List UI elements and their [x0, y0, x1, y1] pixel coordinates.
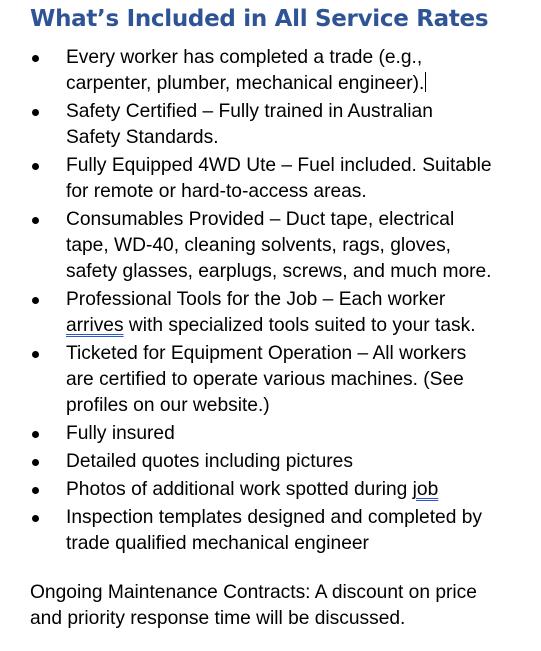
- bullet-icon: [32, 163, 39, 170]
- list-item[interactable]: [0, 421, 541, 447]
- list-item-line: Ticketed for Equipment Operation – All workers: [66, 343, 467, 364]
- grammar-flagged-word[interactable]: arrives: [66, 315, 124, 336]
- section-heading: What’s Included in All Service Rates: [30, 6, 489, 32]
- list-item-line: Consumables Provided – Duct tape, electrical: [66, 209, 455, 230]
- list-item-line: Safety Standards.: [66, 127, 219, 148]
- bullet-icon: [32, 109, 39, 116]
- bullet-icon: [32, 351, 39, 358]
- list-item-line: for remote or hard-to-access areas.: [66, 181, 367, 202]
- list-item-line: safety glasses, earplugs, screws, and much more.: [66, 261, 492, 282]
- list-item[interactable]: [0, 45, 541, 97]
- text-cursor: [425, 72, 426, 92]
- list-item[interactable]: [0, 449, 541, 475]
- list-item-line: Detailed quotes including pictures: [66, 451, 353, 472]
- bullet-icon: [32, 431, 39, 438]
- list-item[interactable]: [0, 341, 541, 419]
- list-item-line: trade qualified mechanical engineer: [66, 533, 369, 554]
- list-item[interactable]: [0, 287, 541, 339]
- paragraph-line: and priority response time will be discussed.: [30, 608, 406, 629]
- bullet-icon: [32, 459, 39, 466]
- list-item-text: carpenter, plumber, mechanical engineer).: [66, 73, 425, 94]
- list-item-line: Safety Certified – Fully trained in Australian: [66, 101, 433, 122]
- bullet-icon: [32, 487, 39, 494]
- list-item-line: Fully Equipped 4WD Ute – Fuel included. Suitable: [66, 155, 492, 176]
- list-item[interactable]: [0, 153, 541, 205]
- list-item-line: Inspection templates designed and completed by: [66, 507, 482, 528]
- bullet-icon: [32, 297, 39, 304]
- list-item-text: with specialized tools suited to your task.: [123, 315, 476, 336]
- maintenance-paragraph[interactable]: [30, 580, 477, 632]
- list-item-line: are certified to operate various machines. (See: [66, 369, 464, 390]
- list-item[interactable]: [0, 207, 541, 285]
- list-item[interactable]: [0, 477, 541, 503]
- list-item-line: profiles on our website.): [66, 395, 270, 416]
- list-item-line: Professional Tools for the Job – Each worker: [66, 289, 446, 310]
- list-item-line: [66, 477, 521, 503]
- list-item-line: Fully insured: [66, 423, 175, 444]
- list-item-line: [66, 71, 521, 97]
- list-item-line: [66, 313, 521, 339]
- included-list: [0, 45, 541, 559]
- list-item-line: tape, WD-40, cleaning solvents, rags, gloves,: [66, 235, 452, 256]
- bullet-icon: [32, 55, 39, 62]
- bullet-icon: [32, 515, 39, 522]
- list-item-text: Photos of additional work spotted during: [66, 479, 413, 500]
- list-item[interactable]: [0, 505, 541, 557]
- list-item[interactable]: [0, 99, 541, 151]
- list-item-line: Every worker has completed a trade (e.g.,: [66, 47, 423, 68]
- grammar-flagged-word[interactable]: job: [412, 479, 439, 500]
- bullet-icon: [32, 217, 39, 224]
- paragraph-line: Ongoing Maintenance Contracts: A discount on price: [30, 582, 477, 603]
